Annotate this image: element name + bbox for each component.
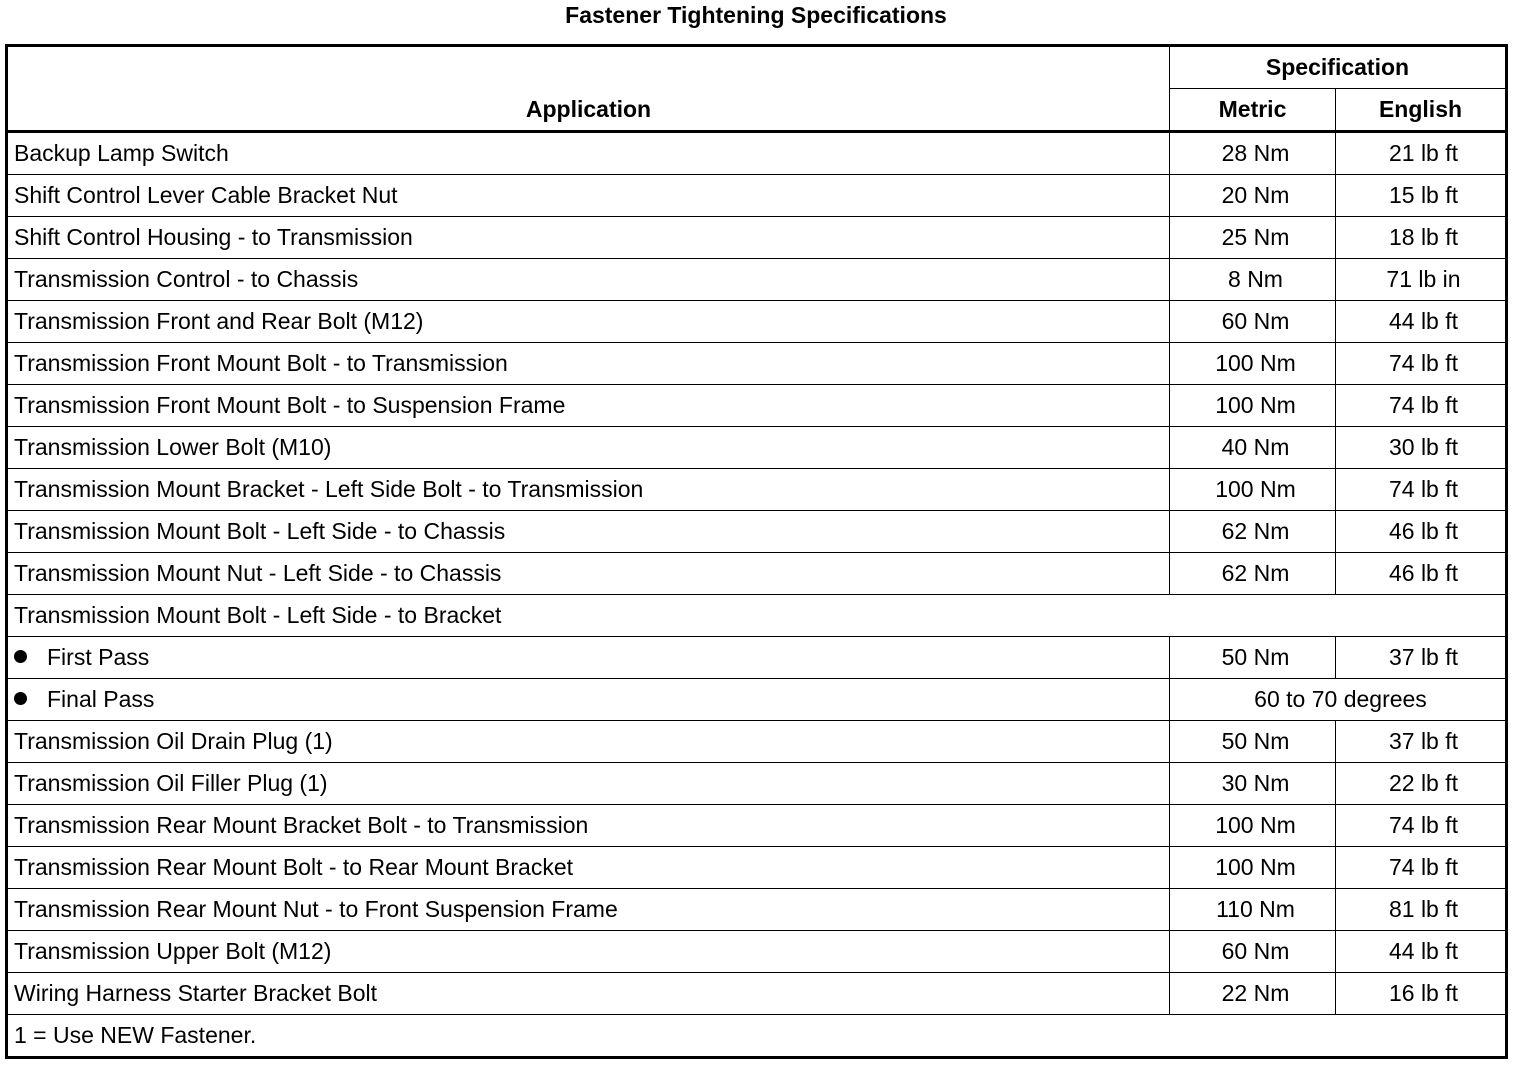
english-cell: 44 lb ft [1336,931,1507,973]
english-cell: 30 lb ft [1336,427,1507,469]
table-row [7,301,1507,343]
english-cell: 71 lb in [1336,259,1507,301]
metric-cell: 62 Nm [1170,553,1336,595]
table-row [7,931,1507,973]
metric-cell: 20 Nm [1170,175,1336,217]
english-cell: 37 lb ft [1336,637,1507,679]
bullet-icon [14,650,27,663]
group-row [7,595,1507,637]
application-cell: Transmission Oil Drain Plug (1) [7,721,1170,763]
english-header: English [1336,89,1507,132]
first-pass-row [7,637,1507,679]
application-cell: Transmission Oil Filler Plug (1) [7,763,1170,805]
table-row [7,721,1507,763]
application-cell: Transmission Lower Bolt (M10) [7,427,1170,469]
application-cell: Transmission Rear Mount Nut - to Front Suspension Frame [7,889,1170,931]
table-row [7,217,1507,259]
english-cell: 74 lb ft [1336,847,1507,889]
application-cell: Transmission Rear Mount Bolt - to Rear Mount Bracket [7,847,1170,889]
bullet-icon [14,692,27,705]
table-header [7,46,1507,132]
table-row [7,553,1507,595]
english-cell: 74 lb ft [1336,469,1507,511]
first-pass-label: First Pass [47,644,150,670]
metric-cell: 28 Nm [1170,132,1336,175]
table-row [7,889,1507,931]
specification-header: Specification [1170,46,1507,89]
table-row [7,427,1507,469]
application-cell: Shift Control Lever Cable Bracket Nut [7,175,1170,217]
english-cell: 74 lb ft [1336,343,1507,385]
application-cell: Transmission Front Mount Bolt - to Suspension Frame [7,385,1170,427]
table-row [7,175,1507,217]
metric-cell: 100 Nm [1170,805,1336,847]
metric-cell: 100 Nm [1170,385,1336,427]
table-row [7,847,1507,889]
metric-cell: 25 Nm [1170,217,1336,259]
english-cell: 18 lb ft [1336,217,1507,259]
table-row [7,973,1507,1015]
metric-cell: 100 Nm [1170,343,1336,385]
metric-cell: 40 Nm [1170,427,1336,469]
footnote-row [7,1015,1507,1058]
table-row [7,805,1507,847]
english-cell: 74 lb ft [1336,385,1507,427]
application-header: Application [7,46,1170,132]
application-cell: Transmission Front and Rear Bolt (M12) [7,301,1170,343]
header-row-1 [7,46,1507,89]
application-cell: Wiring Harness Starter Bracket Bolt [7,973,1170,1015]
group-application-cell: Transmission Mount Bolt - Left Side - to Bracket [7,595,1507,637]
table-row [7,343,1507,385]
metric-cell: 22 Nm [1170,973,1336,1015]
metric-cell: 110 Nm [1170,889,1336,931]
english-cell: 22 lb ft [1336,763,1507,805]
metric-cell: 62 Nm [1170,511,1336,553]
application-cell: Shift Control Housing - to Transmission [7,217,1170,259]
application-cell: Transmission Front Mount Bolt - to Transmission [7,343,1170,385]
english-cell: 16 lb ft [1336,973,1507,1015]
application-cell: Transmission Upper Bolt (M12) [7,931,1170,973]
first-pass-cell [7,637,1170,679]
application-cell: Transmission Rear Mount Bracket Bolt - to Transmission [7,805,1170,847]
table-row [7,259,1507,301]
metric-cell: 100 Nm [1170,469,1336,511]
metric-header: Metric [1170,89,1336,132]
english-cell: 46 lb ft [1336,553,1507,595]
english-cell: 46 lb ft [1336,511,1507,553]
english-cell: 15 lb ft [1336,175,1507,217]
table-row [7,511,1507,553]
english-cell: 37 lb ft [1336,721,1507,763]
final-pass-cell [7,679,1170,721]
english-cell: 81 lb ft [1336,889,1507,931]
application-cell: Transmission Control - to Chassis [7,259,1170,301]
english-cell: 21 lb ft [1336,132,1507,175]
metric-cell: 8 Nm [1170,259,1336,301]
metric-cell: 60 Nm [1170,931,1336,973]
application-cell: Transmission Mount Bolt - Left Side - to Chassis [7,511,1170,553]
table-row [7,469,1507,511]
metric-cell: 50 Nm [1170,721,1336,763]
application-cell: Backup Lamp Switch [7,132,1170,175]
application-cell: Transmission Mount Bracket - Left Side Bolt - to Transmission [7,469,1170,511]
table-row [7,763,1507,805]
final-pass-value-cell: 60 to 70 degrees [1170,679,1507,721]
table-row [7,132,1507,175]
final-pass-row [7,679,1507,721]
spec-table [5,44,1508,1059]
table-row [7,385,1507,427]
metric-cell: 50 Nm [1170,637,1336,679]
metric-cell: 100 Nm [1170,847,1336,889]
footnote: 1 = Use NEW Fastener. [7,1015,1507,1058]
page-title: Fastener Tightening Specifications [565,2,947,28]
metric-cell: 30 Nm [1170,763,1336,805]
application-cell: Transmission Mount Nut - Left Side - to Chassis [7,553,1170,595]
final-pass-label: Final Pass [47,686,155,712]
table-body [7,132,1507,1058]
english-cell: 44 lb ft [1336,301,1507,343]
metric-cell: 60 Nm [1170,301,1336,343]
english-cell: 74 lb ft [1336,805,1507,847]
